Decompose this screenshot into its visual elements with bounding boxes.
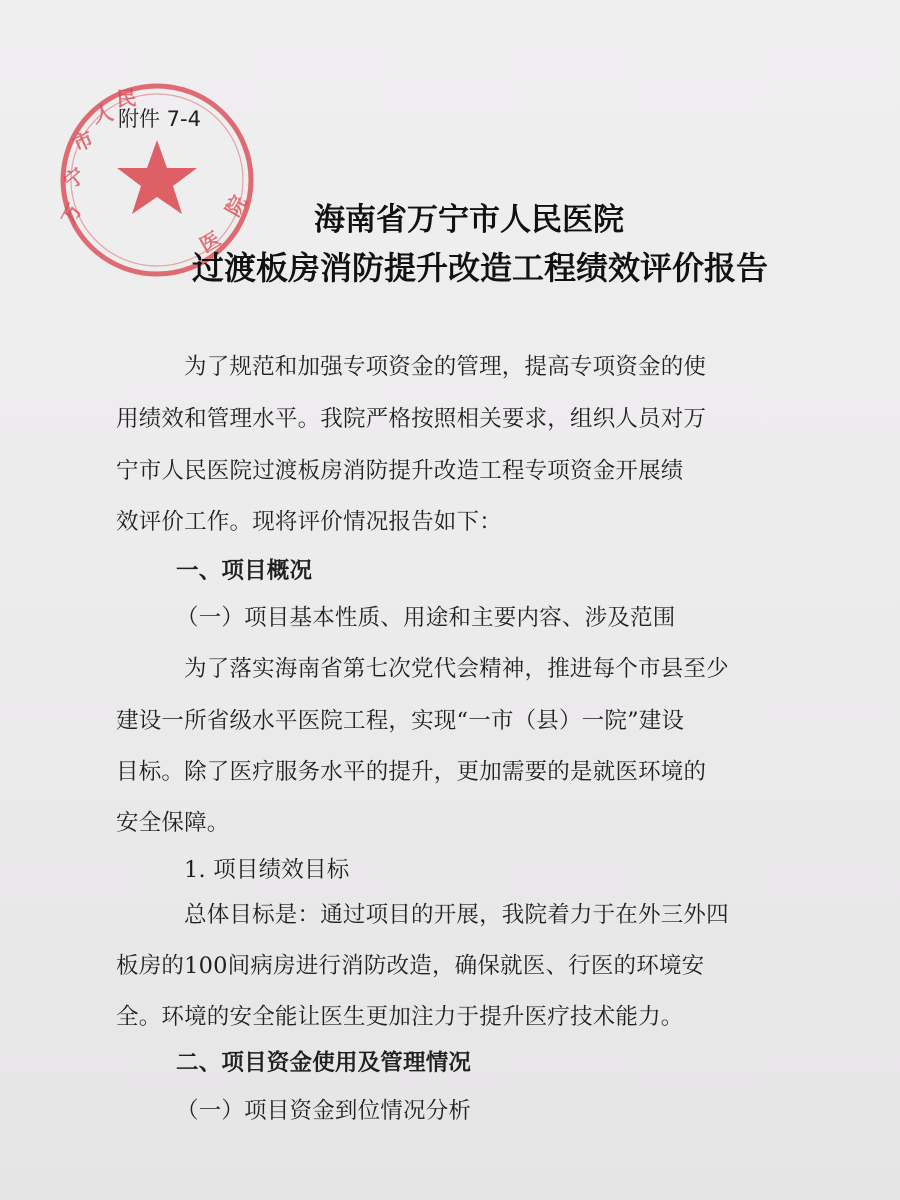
svg-text:万: 万 — [56, 199, 87, 229]
paragraph-line: 安全保障。 — [116, 810, 230, 836]
paragraph-line: 为了落实海南省第七次党代会精神，推进每个市县至少 — [184, 656, 729, 682]
svg-text:人: 人 — [91, 100, 116, 128]
document-title-line-2: 过渡板房消防提升改造工程绩效评价报告 — [191, 249, 768, 287]
subsection-heading-1: （一）项目基本性质、用途和主要内容、涉及范围 — [176, 605, 676, 631]
section-heading-2: 二、项目资金使用及管理情况 — [176, 1050, 472, 1076]
document-title-line-1: 海南省万宁市人民医院 — [314, 202, 624, 238]
intro-line: 宁市人民医院过渡板房消防提升改造工程专项资金开展绩 — [116, 458, 684, 484]
intro-line: 用绩效和管理水平。我院严格按照相关要求，组织人员对万 — [116, 406, 707, 432]
svg-text:宁: 宁 — [58, 162, 90, 194]
svg-text:院: 院 — [220, 191, 252, 221]
paragraph-line: 全。环境的安全能让医生更加注力于提升医疗技术能力。 — [116, 1004, 684, 1030]
svg-text:市: 市 — [68, 126, 98, 157]
paragraph-line: 总体目标是：通过项目的开展，我院着力于在外三外四 — [184, 902, 729, 928]
subsection-heading-2: （一）项目资金到位情况分析 — [176, 1098, 472, 1124]
section-heading-1: 一、项目概况 — [176, 558, 313, 584]
paragraph-line: 建设一所省级水平医院工程，实现“一市（县）一院”建设 — [116, 708, 685, 734]
intro-line: 效评价工作。现将评价情况报告如下： — [116, 509, 502, 535]
item-heading-1: 1. 项目绩效目标 — [184, 857, 350, 883]
svg-text:民: 民 — [115, 85, 138, 111]
svg-text:医: 医 — [195, 226, 225, 258]
paragraph-line: 板房的100间病房进行消防改造，确保就医、行医的环境安 — [116, 953, 705, 979]
attachment-label: 附件 7-4 — [118, 107, 201, 131]
intro-line: 为了规范和加强专项资金的管理，提高专项资金的使 — [184, 354, 707, 380]
paragraph-line: 目标。除了医疗服务水平的提升，更加需要的是就医环境的 — [116, 759, 707, 785]
